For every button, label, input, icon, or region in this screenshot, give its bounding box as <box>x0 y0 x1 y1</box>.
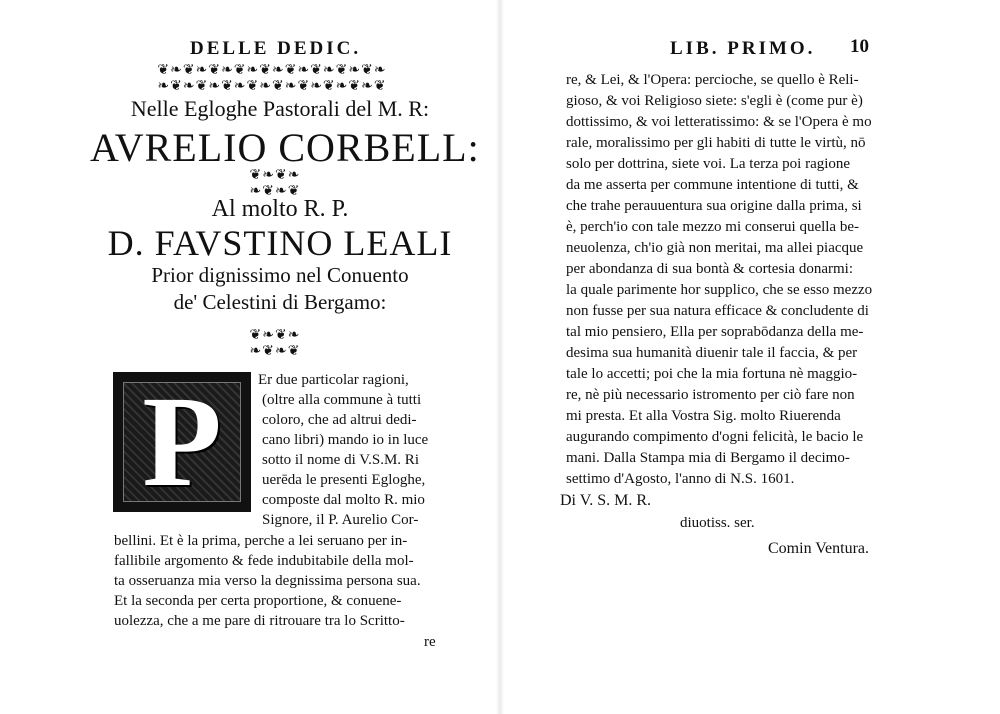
text-line: tale lo accetti; poi che la mia fortuna nè maggio- <box>566 366 858 382</box>
title-line-6: de' Celestini di Bergamo: <box>173 290 387 314</box>
small-ornament-2: ❦❧❦❧ ❧❦❧❦ <box>249 328 301 358</box>
text-line: cano libri) mando io in luce <box>262 432 429 448</box>
running-head-right: LIB. PRIMO. <box>670 38 816 59</box>
title-line-5: Prior dignissimo nel Conuento <box>151 263 409 287</box>
text-line: non fusse per sua natura efficace & concludente di <box>566 303 869 319</box>
text-line: re, nè più necessario istromento per ciò fare non <box>566 387 855 403</box>
text-line: la quale parimente hor supplico, che se esso mezzo <box>566 282 873 298</box>
text-line: desima sua humanità diuenir tale il faccia, & per <box>566 345 858 361</box>
text-line: è, perch'io con tale mezzo mi conserui quella be- <box>566 219 859 235</box>
closing-line: diuotiss. ser. <box>680 515 755 531</box>
text-line: re, & Lei, & l'Opera: percioche, se quello è Reli- <box>566 72 859 88</box>
text-line: (oltre alla commune à tutti <box>262 392 422 408</box>
text-line: Er due particolar ragioni, <box>258 372 409 388</box>
text-line: per abondanza di sua bontà & cortesia donarmi: <box>566 261 853 277</box>
text-line: augurando compimento d'ogni felicità, le bacio le <box>566 429 864 445</box>
title-author-name: AVRELIO CORBELL: <box>90 125 480 170</box>
title-line-1: Nelle Egloghe Pastorali del M. R: <box>130 96 430 121</box>
right-page <box>500 0 1000 714</box>
text-line: composte dal molto R. mio <box>262 492 425 508</box>
text-line: neuolenza, ch'io già non meritai, ma allei piacque <box>566 240 864 256</box>
text-line: solo per dottrina, siete voi. La terza poi ragione <box>566 156 851 172</box>
text-line: da me asserta per commune intentione di tutti, & <box>566 177 859 193</box>
running-head-left: DELLE DEDIC. <box>190 38 362 59</box>
initial-letter: P <box>142 372 222 512</box>
text-line: mi presta. Et alla Vostra Sig. molto Riuerenda <box>566 408 841 424</box>
text-line: ta osseruanza mia verso la degnissima persona sua. <box>114 573 421 589</box>
header-ornament-band: ❦❧❦❧❦❧❦❧❦❧❦❧❦❧❦❧❦❧ ❧❦❧❦❧❦❧❦❧❦❧❦❧❦❧❦❧❦ <box>157 62 387 94</box>
catchword: re <box>424 634 436 650</box>
text-line: bellini. Et è la prima, perche a lei seruano per in- <box>114 533 408 549</box>
text-line: fallibile argomento & fede indubitabile della mol- <box>114 553 414 569</box>
signature: Comin Ventura. <box>768 540 870 557</box>
small-ornament-1: ❦❧❦❧ ❧❦❧❦ <box>249 168 301 198</box>
text-line: dottissimo, & voi letteratissimo: & se l'Opera è mo <box>566 114 872 130</box>
text-line: tal mio pensiero, Ella per soprabōdanza della me- <box>566 324 864 340</box>
title-dedicatee-name: D. FAVSTINO LEALI <box>107 223 453 263</box>
address-line: Di V. S. M. R. <box>560 492 651 509</box>
title-line-3: Al molto R. P. <box>211 196 349 222</box>
text-line: coloro, che ad altrui dedi- <box>262 412 417 428</box>
text-line: settimo d'Agosto, l'anno di N.S. 1601. <box>566 471 795 487</box>
text-line: uolezza, che a me pare di ritrouare tra lo Scritto- <box>114 613 405 629</box>
decorated-initial <box>113 372 251 512</box>
text-line: gioso, & voi Religioso siete: s'egli è (come pur è) <box>566 93 863 109</box>
text-line: Signore, il P. Aurelio Cor- <box>262 512 419 528</box>
text-line: Et la seconda per certa proportione, & conuene- <box>114 593 402 609</box>
text-line: mani. Dalla Stampa mia di Bergamo il decimo- <box>566 450 850 466</box>
text-line: rale, moralissimo per gli habiti di tutte le virtù, nō <box>566 135 866 151</box>
text-line: uerēda le presenti Egloghe, <box>262 472 426 488</box>
text-line: sotto il nome di V.S.M. Ri <box>262 452 419 468</box>
text-line: che trahe perauuentura sua origine dalla prima, si <box>566 198 862 214</box>
folio-number: 10 <box>850 36 869 57</box>
